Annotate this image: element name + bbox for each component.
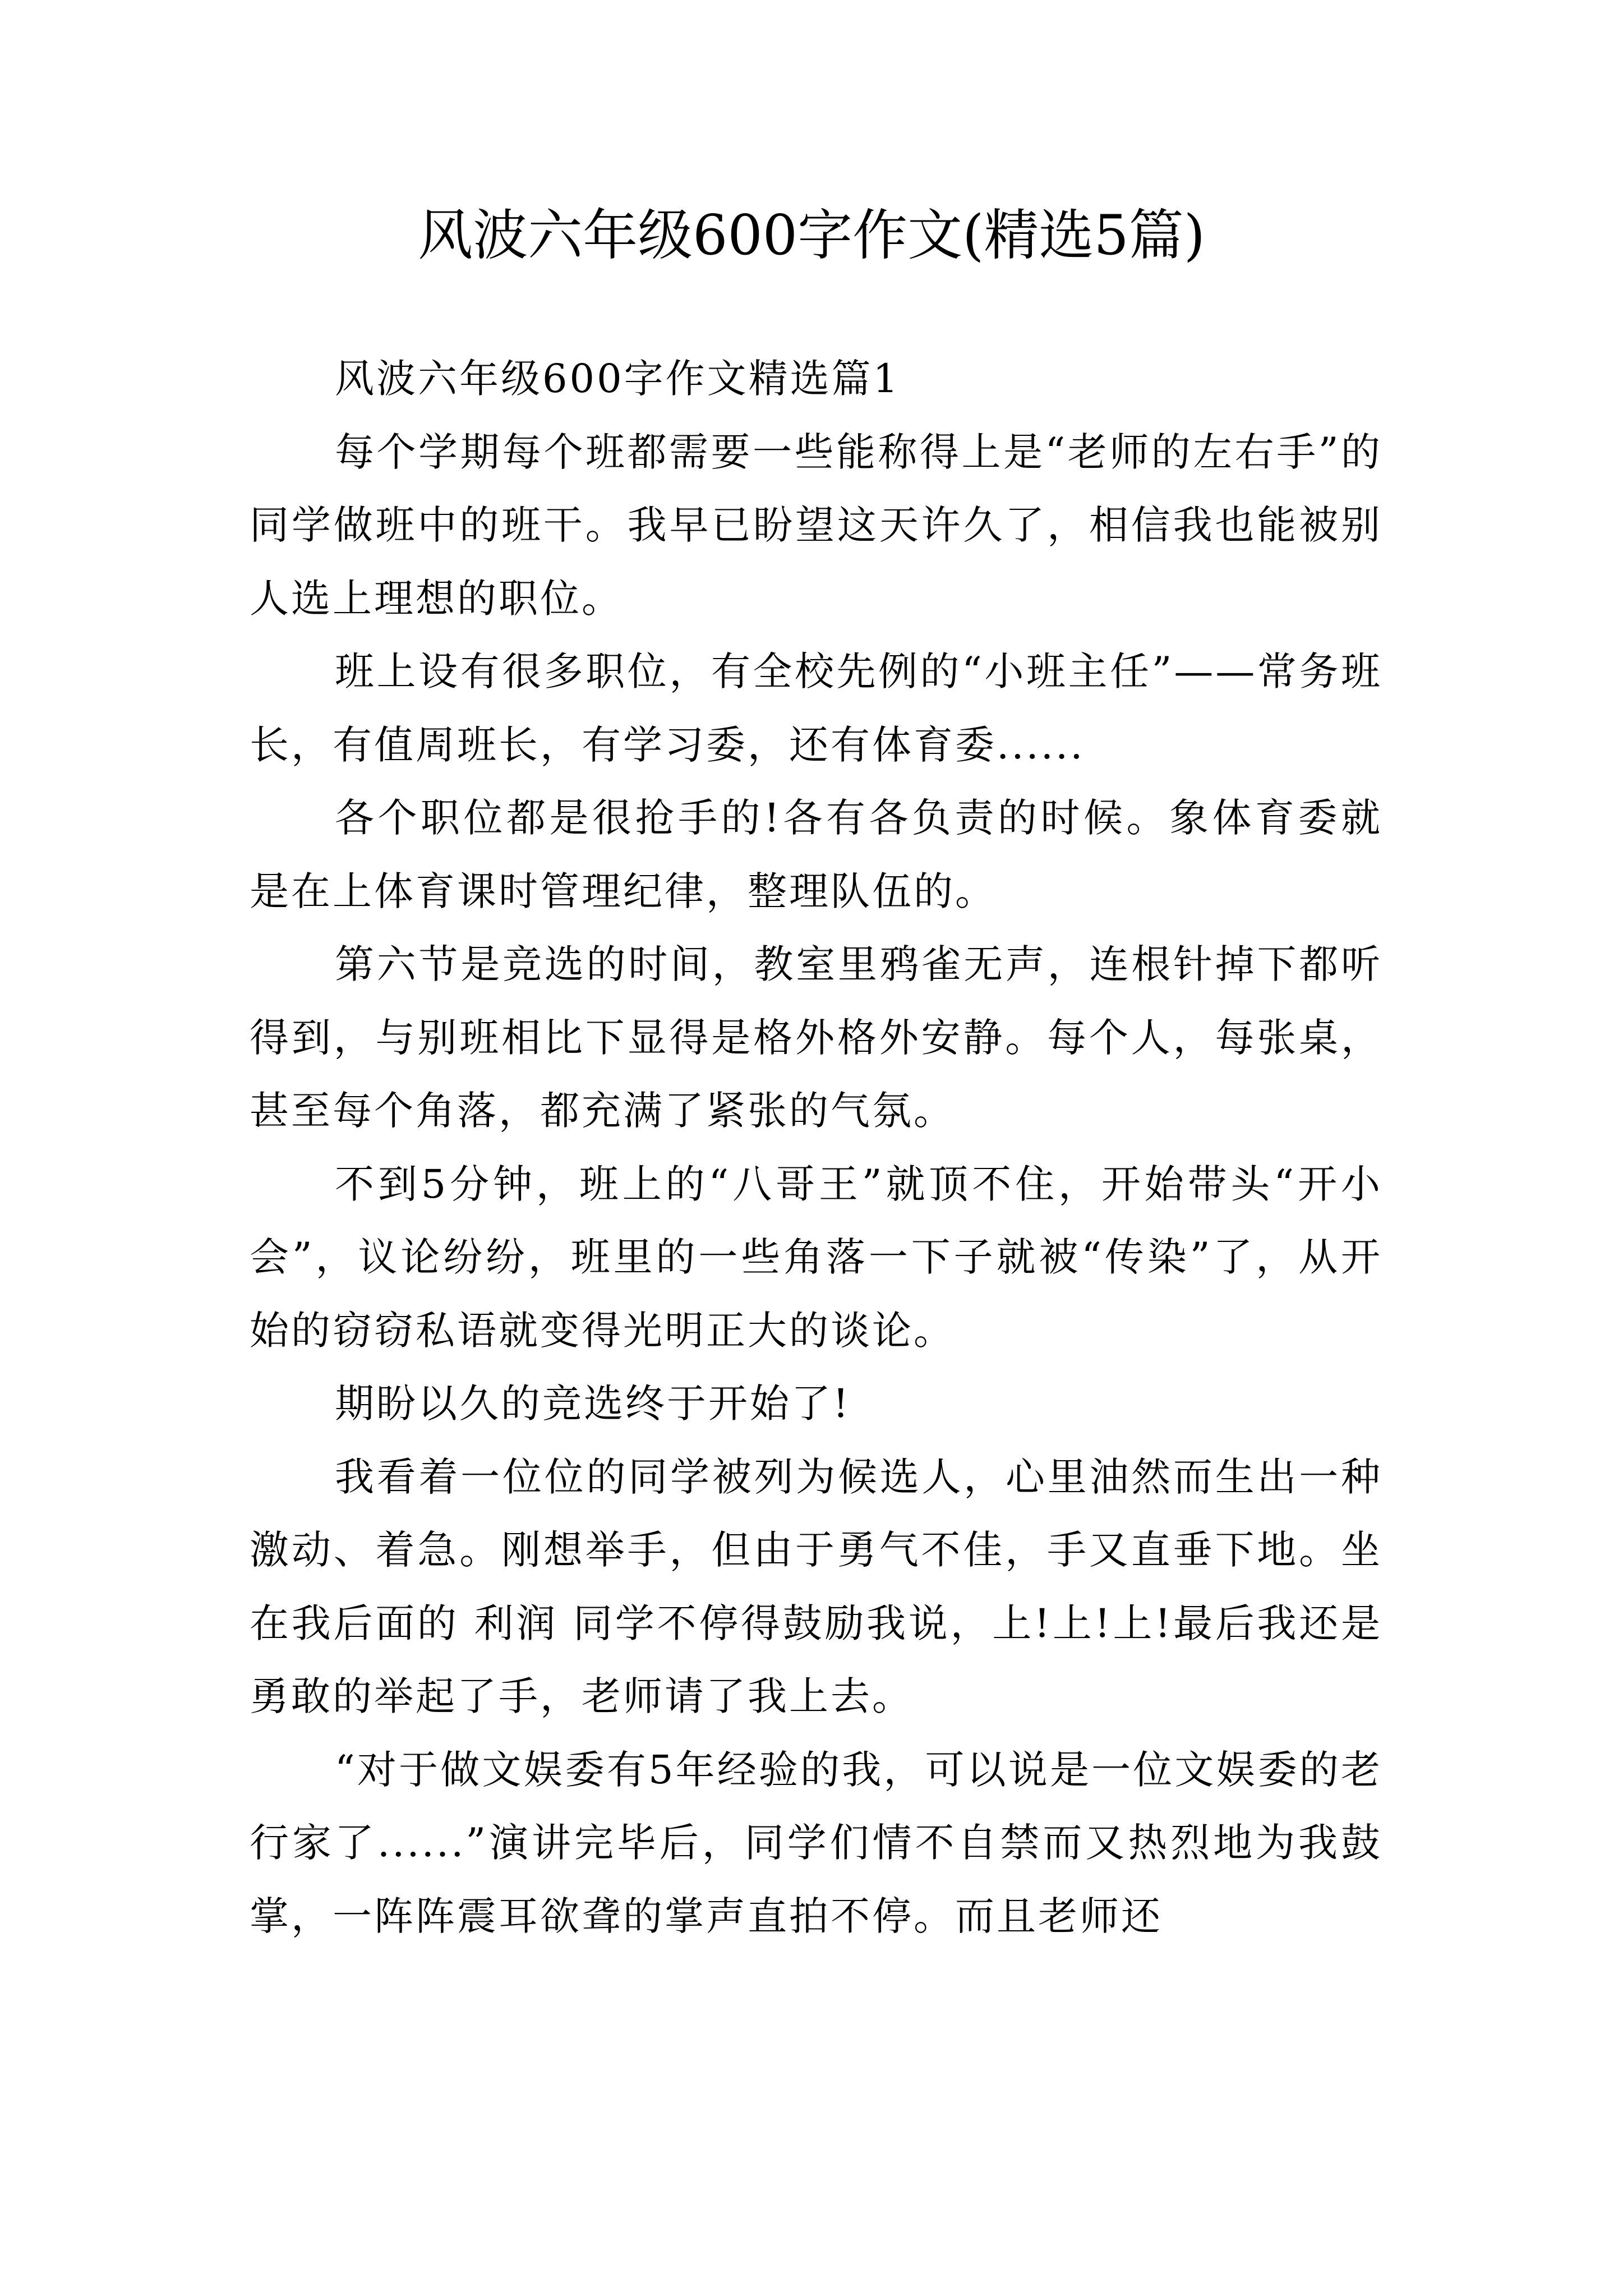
paragraph: 不到5分钟，班上的“八哥王”就顶不住，开始带头“开小会”，议论纷纷，班里的一些角落一下子就被“传染”了，从开始的窃窃私语就变得光明正大的谈论。	[250, 1161, 1382, 1354]
paragraph: 各个职位都是很抢手的!各有各负责的时候。象体育委就是在上体育课时管理纪律，整理队伍的。	[250, 795, 1382, 914]
paragraph: 期盼以久的竞选终于开始了!	[335, 1381, 851, 1427]
document-body	[250, 342, 1382, 1953]
paragraph: 我看着一位位的同学被列为候选人，心里油然而生出一种激动、着急。刚想举手，但由于勇气不佳，手又直垂下地。坐在我后面的 利润 同学不停得鼓励我说，上!上!上!最后我还是勇敢的举起了手，老师请了我上去。	[250, 1453, 1382, 1719]
paragraph: 第六节是竞选的时间，教室里鸦雀无声，连根针掉下都听得到，与别班相比下显得是格外格外安静。每个人，每张桌，甚至每个角落，都充满了紧张的气氛。	[250, 941, 1382, 1134]
paragraph: 每个学期每个班都需要一些能称得上是“老师的左右手”的同学做班中的班干。我早已盼望这天许久了，相信我也能被别人选上理想的职位。	[250, 429, 1382, 622]
section-heading: 风波六年级600字作文精选篇1	[335, 356, 901, 402]
paragraph: 班上设有很多职位，有全校先例的“小班主任”——常务班长，有值周班长，有学习委，还有体育委......	[250, 648, 1382, 768]
paragraph: “对于做文娱委有5年经验的我，可以说是一位文娱委的老行家了......”演讲完毕后，同学们情不自禁而又热烈地为我鼓掌，一阵阵震耳欲聋的掌声直拍不停。而且老师还	[250, 1746, 1382, 1939]
document-title: 风波六年级600字作文(精选5篇)	[418, 204, 1205, 268]
